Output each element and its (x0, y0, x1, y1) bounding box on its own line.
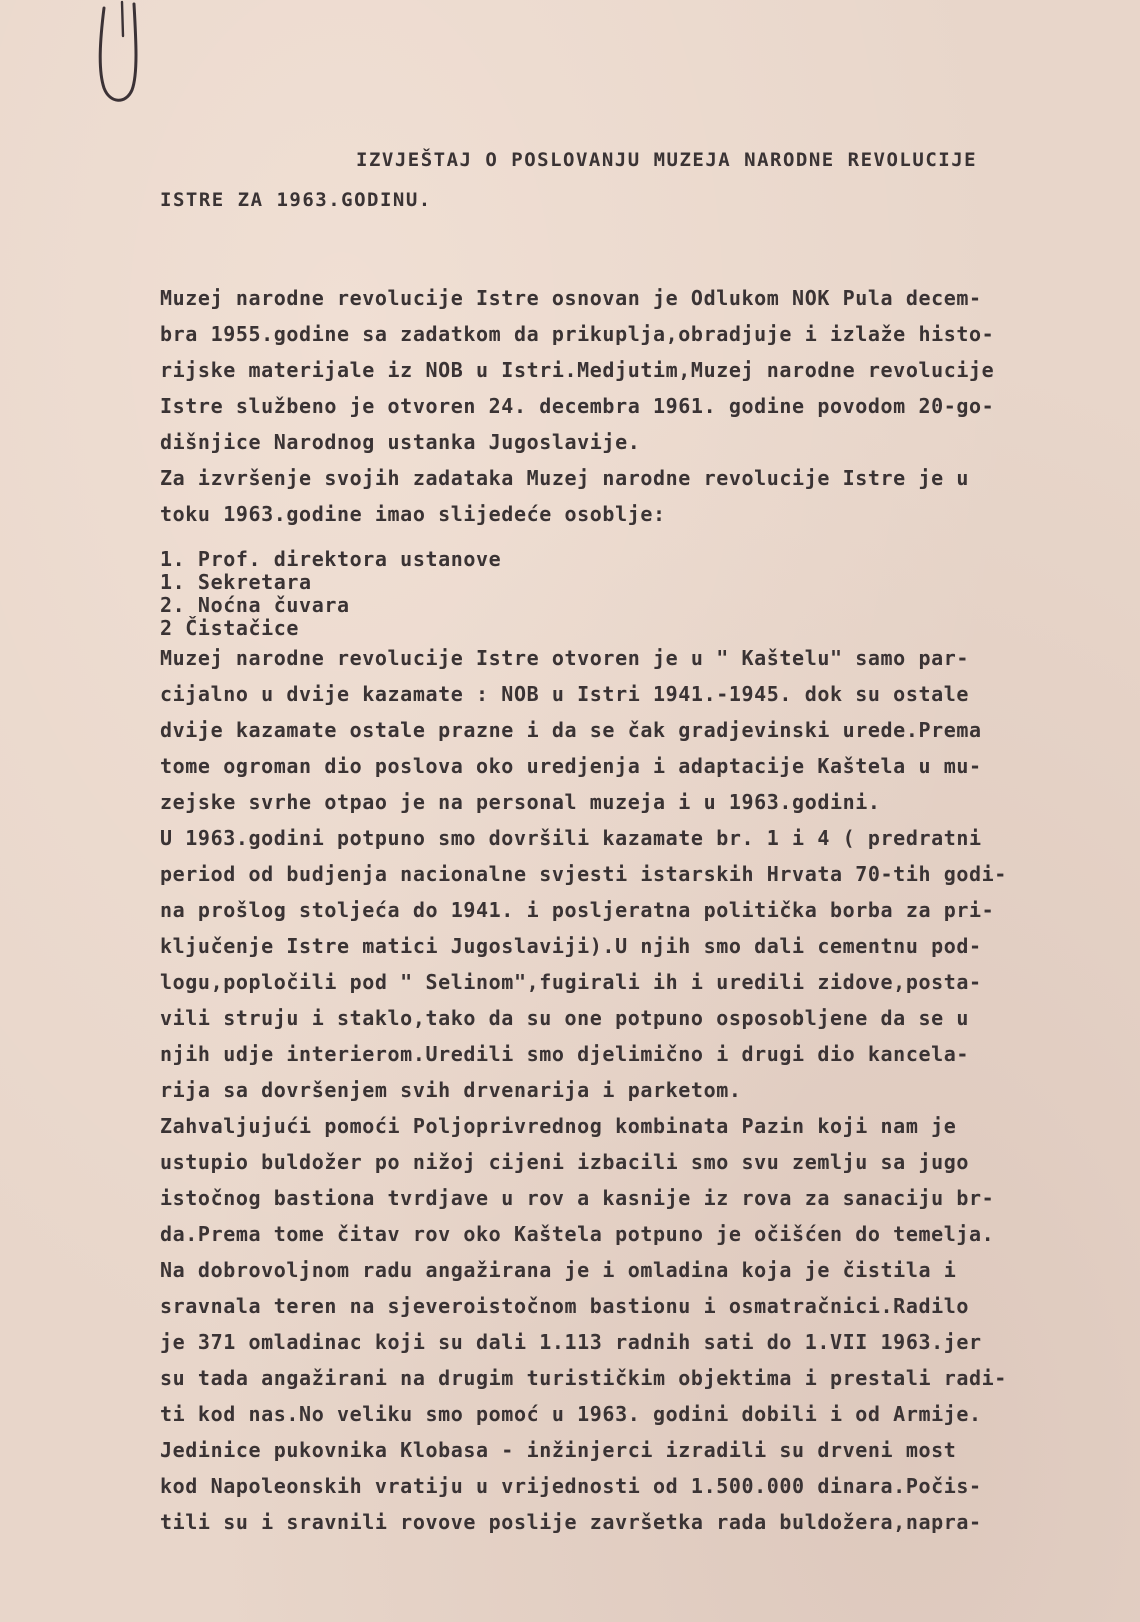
staff-list (160, 548, 1100, 640)
intro-paragraph (160, 280, 1100, 532)
text-line: tili su i sravnili rovove poslije završetka rada buldožera,napra- (160, 1510, 982, 1534)
text-line: na prošlog stoljeća do 1941. i posljeratna politička borba za pri- (160, 898, 995, 922)
text-line: U 1963.godini potpuno smo dovršili kazamate br. 1 i 4 ( predratni (160, 826, 982, 850)
text-line: ključenje Istre matici Jugoslaviji).U njih smo dali cementnu pod- (160, 934, 982, 958)
body-paragraph (160, 640, 1100, 1540)
text-line: Istre službeno je otvoren 24. decembra 1961. godine povodom 20-go- (160, 394, 995, 418)
document-title (160, 140, 1060, 220)
text-line: bra 1955.godine sa zadatkom da prikuplja,obradjuje i izlaže histo- (160, 322, 995, 346)
text-line: Muzej narodne revolucije Istre osnovan je Odlukom NOK Pula decem- (160, 286, 982, 310)
handwritten-u-mark (92, 0, 144, 112)
text-line: ustupio buldožer po nižoj cijeni izbacili smo svu zemlju sa jugo (160, 1150, 970, 1174)
text-line: rijske materijale iz NOB u Istri.Medjutim,Muzej narodne revolucije (160, 358, 995, 382)
text-line: period od budjenja nacionalne svjesti istarskih Hrvata 70-tih godi- (160, 862, 1007, 886)
text-line: Zahvaljujući pomoći Poljoprivrednog kombinata Pazin koji nam je (160, 1114, 957, 1138)
text-line: Muzej narodne revolucije Istre otvoren je u " Kaštelu" samo par- (160, 646, 970, 670)
text-line: istočnog bastiona tvrdjave u rov a kasnije iz rova za sanaciju br- (160, 1186, 995, 1210)
list-item: 1. Sekretara (160, 570, 312, 594)
list-item: 2. Noćna čuvara (160, 593, 350, 617)
text-line: rija sa dovršenjem svih drvenarija i parketom. (160, 1078, 742, 1102)
title-line-2: ISTRE ZA 1963.GODINU. (160, 189, 432, 211)
text-line: zejske svrhe otpao je na personal muzeja i u 1963.godini. (160, 790, 881, 814)
text-line: ti kod nas.No veliku smo pomoć u 1963. godini dobili i od Armije. (160, 1402, 982, 1426)
text-line: Jedinice pukovnika Klobasa - inžinjerci izradili su drveni most (160, 1438, 957, 1462)
text-line: logu,popločili pod " Selinom",fugirali ih i uredili zidove,posta- (160, 970, 982, 994)
text-line: sravnala teren na sjeveroistočnom bastionu i osmatračnici.Radilo (160, 1294, 970, 1318)
list-item: 1. Prof. direktora ustanove (160, 547, 502, 571)
text-line: vili struju i staklo,tako da su one potpuno osposobljene da se u (160, 1006, 970, 1030)
text-line: dišnjice Narodnog ustanka Jugoslavije. (160, 430, 641, 454)
text-line: njih udje interierom.Uredili smo djelimično i drugi dio kancela- (160, 1042, 970, 1066)
text-line: cijalno u dvije kazamate : NOB u Istri 1941.-1945. dok su ostale (160, 682, 970, 706)
text-line: dvije kazamate ostale prazne i da se čak gradjevinski urede.Prema (160, 718, 982, 742)
text-line: je 371 omladinac koji su dali 1.113 radnih sati do 1.VII 1963.jer (160, 1330, 982, 1354)
text-line: da.Prema tome čitav rov oko Kaštela potpuno je očišćen do temelja. (160, 1222, 995, 1246)
text-line: kod Napoleonskih vratiju u vrijednosti od 1.500.000 dinara.Počis- (160, 1474, 982, 1498)
list-item: 2 Čistačice (160, 616, 300, 640)
text-line: Na dobrovoljnom radu angažirana je i omladina koja je čistila i (160, 1258, 957, 1282)
text-line: Za izvršenje svojih zadataka Muzej narodne revolucije Istre je u (160, 466, 970, 490)
text-line: tome ogroman dio poslova oko uredjenja i adaptacije Kaštela u mu- (160, 754, 982, 778)
text-line: su tada angažirani na drugim turističkim objektima i prestali radi- (160, 1366, 1007, 1390)
text-line: toku 1963.godine imao slijedeće osoblje: (160, 502, 666, 526)
title-line-1: IZVJEŠTAJ O POSLOVANJU MUZEJA NARODNE REVOLUCIJE (356, 149, 978, 171)
